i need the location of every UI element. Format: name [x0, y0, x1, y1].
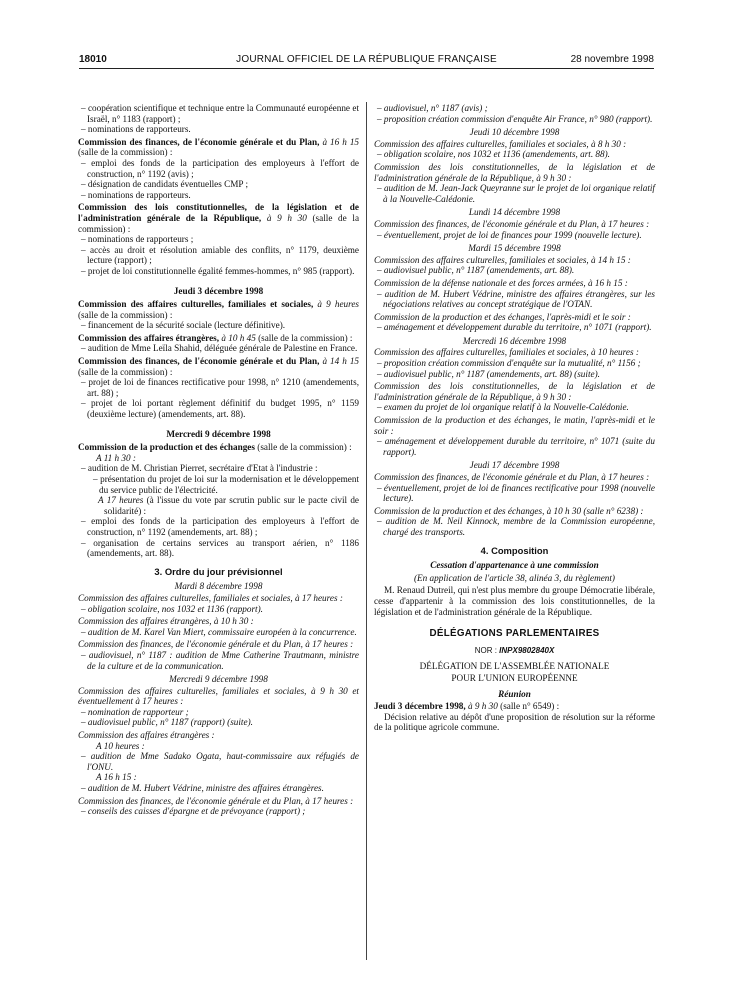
committee-entry: Commission des affaires culturelles, familiales et sociales, à 9 heures (salle de la commission) :	[78, 299, 360, 320]
list-item: – emploi des fonds de la participation des employeurs à l'effort de construction, n° 1192 (avis) ;	[81, 157, 359, 179]
institution-name: POUR L'UNION EUROPÉENNE	[451, 672, 578, 683]
committee-entry: Commission de la production et des échanges (salle de la commission) :	[78, 442, 352, 453]
list-item: – organisation de certains services au transport aérien, n° 1186 (amendements, art. 88).	[81, 537, 359, 559]
header-rule	[79, 68, 654, 69]
journal-title: JOURNAL OFFICIEL DE LA RÉPUBLIQUE FRANÇAISE	[236, 54, 497, 65]
list-item: – audition de M. Jean-Jack Queyranne sur le projet de loi organique relatif à la Nouvelle-Calédonie.	[377, 183, 655, 204]
committee-entry: Commission des affaires culturelles, familiales et sociales, à 9 h 30 et éventuellement à 17 heures :	[78, 685, 359, 707]
list-item: – audiovisuel, n° 1187 (avis) ;	[377, 103, 488, 113]
list-item: – examen du projet de loi organique relatif à la Nouvelle-Calédonie.	[377, 402, 629, 413]
committee-entry: Commission de la production et des échanges, l'après-midi et le soir :	[374, 311, 631, 322]
list-item: – proposition création commission d'enquête Air France, n° 980 (rapport).	[377, 113, 653, 124]
time-label: A 16 h 15 :	[96, 772, 137, 783]
delegations-heading: DÉLÉGATIONS PARLEMENTAIRES	[429, 628, 600, 640]
body-paragraph: M. Renaud Dutreil, qui n'est plus membre du groupe Démocratie libérale, cesse d'appartenir à la commission des lois constitutionnelles, de la législation et de l'administration générale de la République.	[374, 585, 655, 617]
committee-entry: Commission des affaires culturelles, familiales et sociales, à 14 h 15 :	[374, 254, 631, 265]
committee-entry: Commission des finances, de l'économie générale et du Plan, à 16 h 15 (salle de la commission) :	[78, 136, 359, 158]
list-item: – proposition création commission d'enquête sur la mutualité, n° 1156 ;	[377, 358, 641, 369]
nor-reference: NOR : INPX9802840X	[474, 645, 555, 655]
committee-entry: Commission des affaires étrangères, à 10 h 30 :	[78, 616, 254, 627]
list-item: – financement de la sécurité sociale (lecture définitive).	[81, 320, 286, 331]
regulation-note: (En application de l'article 38, alinéa 3, du règlement)	[414, 572, 615, 583]
subsection-heading: Cessation d'appartenance à une commission	[430, 560, 599, 571]
list-item: – obligation scolaire, nos 1032 et 1136 (amendements, art. 88).	[377, 149, 610, 160]
committee-entry: Commission des finances, de l'économie générale et du Plan, à 17 heures :	[78, 795, 354, 806]
committee-entry: Commission de la défense nationale et des forces armées, à 16 h 15 :	[374, 277, 628, 288]
list-item: – éventuellement, projet de loi de finances pour 1999 (nouvelle lecture).	[377, 229, 642, 240]
list-item: – audiovisuel public, n° 1187 (amendements, art. 88).	[377, 265, 575, 276]
committee-entry: Commission de la production et des échanges, le matin, l'après-midi et le soir :	[374, 415, 655, 436]
right-column	[374, 103, 655, 733]
list-item: – audition de M. Hubert Védrine, ministre des affaires étrangères.	[81, 783, 324, 794]
list-item: – conseils des caisses d'épargne et de prévoyance (rapport) ;	[81, 806, 306, 817]
time-label: A 17 heures (à l'issue du vote par scrutin public sur le pacte civil de solidarité) :	[98, 495, 360, 516]
list-item: – obligation scolaire, nos 1032 et 1136 (rapport).	[81, 603, 263, 614]
committee-entry: Commission des affaires étrangères, à 10 h 45 (salle de la commission) :	[78, 332, 353, 343]
list-item: – audiovisuel, n° 1187 : audition de Mme Catherine Trautmann, ministre de la culture et de la communication.	[81, 649, 359, 671]
date-heading: Jeudi 17 décembre 1998	[469, 460, 560, 471]
list-item: – nominations de rapporteurs ;	[81, 234, 194, 245]
committee-entry: Commission des finances, de l'économie générale et du Plan, à 17 heures :	[78, 639, 354, 650]
date-heading: Jeudi 10 décembre 1998	[469, 127, 560, 138]
list-item: – coopération scientifique et technique entre la Communauté européenne et Israël, n° 1183 (rapport) ;	[81, 103, 359, 124]
list-item: – désignation de candidats éventuelles CMP ;	[81, 179, 249, 190]
committee-entry: Commission des lois constitutionnelles, de la législation et de l'administration générale de la République, à 9 h 30 (salle de la commission) :	[78, 202, 360, 234]
list-item: – audiovisuel public, n° 1187 (rapport) (suite).	[81, 717, 253, 728]
list-item: – aménagement et développement durable du territoire, n° 1071 (rapport).	[377, 322, 652, 333]
page-header	[79, 54, 654, 68]
list-item: – aménagement et développement durable du territoire, n° 1071 (suite du rapport).	[377, 436, 655, 457]
meeting-heading: Réunion	[498, 688, 531, 699]
date-heading: Mercredi 9 décembre 1998	[166, 428, 271, 439]
section-heading: 3. Ordre du jour prévisionnel	[154, 565, 283, 577]
date-heading: Mardi 8 décembre 1998	[174, 581, 263, 592]
list-item: – projet de loi constitutionnelle égalité femmes-hommes, n° 985 (rapport).	[81, 265, 355, 276]
list-item: – audition de M. Neil Kinnock, membre de la Commission européenne, chargé des transports.	[377, 516, 655, 537]
list-item: – éventuellement, projet de loi de finances rectificative pour 1998 (nouvelle lecture).	[377, 482, 655, 504]
list-item: – audition de M. Hubert Védrine, ministre des affaires étrangères, sur les négociations relatives au concept stratégique de l'OTAN.	[377, 288, 655, 310]
committee-entry: Commission des lois constitutionnelles, de la législation et de l'administration générale de la République, à 9 h 30 :	[374, 381, 655, 402]
list-item: – audiovisuel public, n° 1187 (amendements, art. 88) (suite).	[377, 368, 600, 379]
time-label: A 11 h 30 :	[96, 452, 136, 463]
left-column	[78, 103, 359, 817]
date-heading: Jeudi 3 décembre 1998	[173, 285, 264, 296]
committee-entry: Commission des affaires culturelles, familiales et sociales, à 8 h 30 :	[374, 138, 627, 149]
issue-date: 28 novembre 1998	[570, 54, 654, 65]
body-paragraph: Décision relative au dépôt d'une proposition de résolution sur la réforme de la politique agricole commune.	[374, 711, 655, 733]
date-heading: Lundi 14 décembre 1998	[468, 207, 561, 218]
committee-entry: Commission des lois constitutionnelles, de la législation et de l'administration générale de la République, à 9 h 30 :	[374, 161, 655, 183]
date-heading: Mercredi 16 décembre 1998	[462, 335, 567, 346]
list-item: – nomination de rapporteur ;	[81, 706, 189, 717]
time-label: A 10 heures :	[96, 740, 145, 751]
committee-entry: Commission des finances, de l'économie générale et du Plan, à 17 heures :	[374, 472, 650, 482]
institution-name: DÉLÉGATION DE L'ASSEMBLÉE NATIONALE	[419, 661, 610, 672]
list-item: – nominations de rapporteurs.	[81, 124, 191, 135]
list-item: – audition de M. Christian Pierret, secrétaire d'Etat à l'industrie :	[81, 463, 318, 474]
list-item: – audition de M. Karel Van Miert, commissaire européen à la concurrence.	[81, 626, 357, 637]
list-item: – projet de loi portant règlement définitif du budget 1995, n° 1159 (deuxième lecture) (amendements, art. 88).	[81, 398, 359, 420]
list-item: – accès au droit et résolution amiable des conflits, n° 1179, deuxième lecture (rapport) ;	[81, 244, 359, 266]
list-item: – audition de Mme Sadako Ogata, haut-commissaire aux réfugiés de l'ONU.	[81, 751, 359, 772]
committee-entry: Commission des finances, de l'économie générale et du Plan, à 14 h 15 (salle de la commission) :	[78, 356, 359, 377]
committee-entry: Commission des affaires culturelles, familiales et sociales, à 17 heures :	[78, 592, 343, 603]
committee-entry: Commission des affaires étrangères :	[78, 730, 215, 741]
list-item: – audition de Mme Leïla Shahid, déléguée générale de Palestine en France.	[81, 343, 358, 354]
list-item: – projet de loi de finances rectificative pour 1998, n° 1210 (amendements, art. 88) ;	[81, 377, 359, 398]
column-divider	[366, 102, 367, 960]
committee-entry: Commission des affaires culturelles, familiales et sociales, à 10 heures :	[374, 347, 639, 358]
date-heading: Mardi 15 décembre 1998	[468, 243, 561, 254]
list-item: – nominations de rapporteurs.	[81, 189, 191, 200]
list-item: – emploi des fonds de la participation des employeurs à l'effort de construction, n° 1192 (amendements, art. 88) ;	[81, 516, 359, 537]
meeting-entry: Jeudi 3 décembre 1998, à 9 h 30 (salle n° 6549) :	[374, 701, 560, 712]
committee-entry: Commission des finances, de l'économie générale et du Plan, à 17 heures :	[374, 218, 650, 229]
committee-entry: Commission de la production et des échanges, à 10 h 30 (salle n° 6238) :	[374, 505, 644, 516]
section-heading: 4. Composition	[480, 544, 549, 556]
date-heading: Mercredi 9 décembre 1998	[169, 674, 268, 685]
list-item: – présentation du projet de loi sur la modernisation et le développement du service public de l'électricité.	[93, 474, 359, 495]
page-number: 18010	[79, 54, 107, 65]
